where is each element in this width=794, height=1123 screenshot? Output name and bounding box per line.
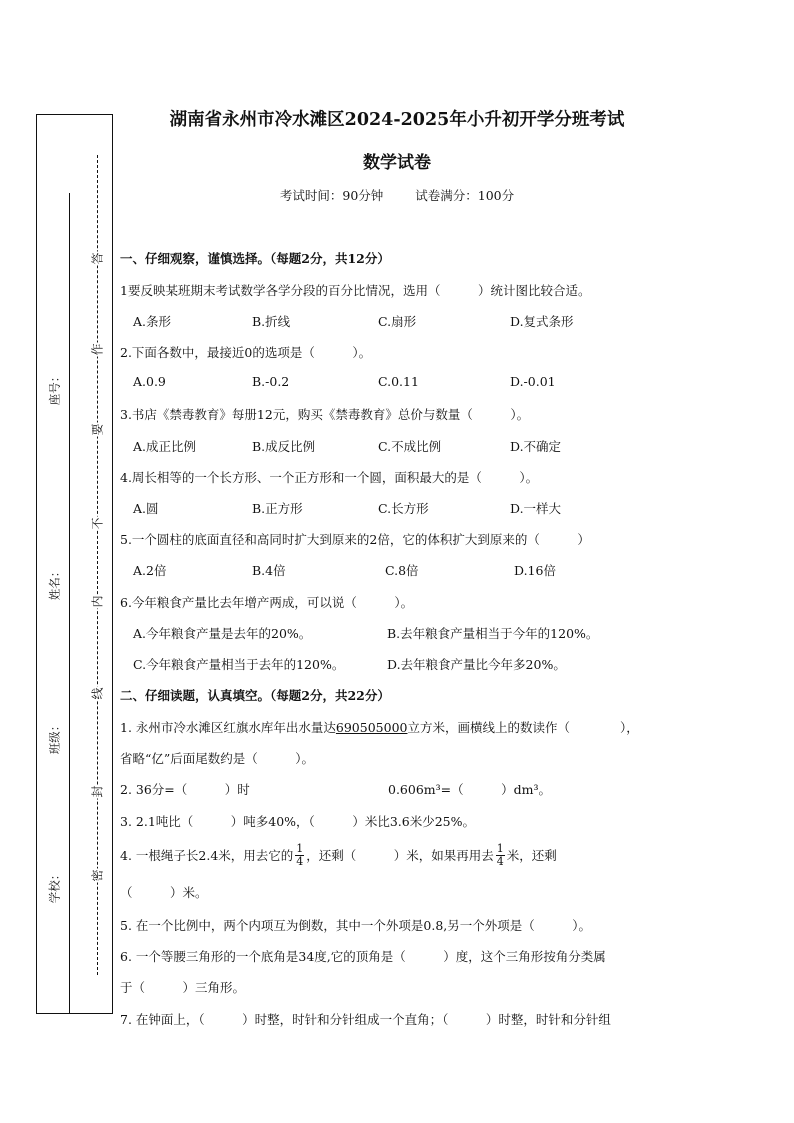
- binding-strip: [36, 114, 113, 1014]
- q4-text-b: ，还剩（ ）米，如果再用去: [306, 848, 494, 863]
- fraction-numerator: 1: [496, 841, 504, 855]
- fill-question: [120, 718, 639, 736]
- option: B.正方形: [252, 501, 303, 516]
- section-heading: 一、仔细观察，谨慎选择。（每题2分，共12分）: [120, 251, 390, 266]
- exam-info: [0, 186, 794, 204]
- seal-char: 不: [90, 517, 105, 530]
- fill-question: 7. 在钟面上，（ ）时整，时针和分针组成一个直角；（ ）时整，时针和分针组: [120, 1012, 611, 1027]
- exam-time: 考试时间：90分钟: [279, 188, 384, 203]
- full-score: 试卷满分：100分: [415, 188, 515, 203]
- fill-question: [120, 838, 557, 872]
- option: C.扇形: [378, 314, 417, 329]
- option: D.一样大: [510, 501, 562, 516]
- seal-char: 封: [90, 785, 105, 798]
- option: D.去年粮食产量比今年多20%。: [387, 657, 566, 672]
- option: B.4倍: [252, 563, 286, 578]
- option: C.0.11: [378, 374, 419, 389]
- option: A.成正比例: [133, 439, 197, 454]
- q1-text-b: 立方米，画横线上的数读作（ ），: [407, 720, 639, 735]
- option: B.-0.2: [252, 374, 290, 389]
- seal-char: 答: [90, 252, 105, 265]
- fill-question-line: （ ）米。: [120, 885, 208, 900]
- fill-question-part: 0.606m³=（ ）dm³。: [388, 782, 551, 797]
- option: C.不成比例: [378, 439, 442, 454]
- fill-question: 5. 在一个比例中，两个内项互为倒数，其中一个外项是0.8,另一个外项是（ ）。: [120, 918, 592, 933]
- school-label: 学校：: [47, 868, 62, 904]
- q1-number: 690505000: [335, 720, 408, 735]
- fill-question: 2. 36分=（ ）时: [120, 782, 250, 797]
- option: C.今年粮食产量相当于去年的120%。: [133, 657, 345, 672]
- seal-char: 内: [90, 595, 105, 608]
- question-stem: 6.今年粮食产量比去年增产两成，可以说（ ）。: [120, 595, 414, 610]
- question-stem: 4.周长相等的一个长方形、一个正方形和一个圆，面积最大的是（ ）。: [120, 470, 539, 485]
- q4-text-a: 4. 一根绳子长2.4米，用去它的: [120, 848, 294, 863]
- option: B.成反比例: [252, 439, 316, 454]
- name-label: 姓名：: [47, 565, 62, 601]
- option: A.圆: [133, 501, 159, 516]
- option: B.折线: [252, 314, 291, 329]
- option: D.不确定: [510, 439, 562, 454]
- exam-subtitle: 数学试卷: [363, 153, 431, 173]
- fill-question: 3. 2.1吨比（ ）吨多40%，（ ）米比3.6米少25%。: [120, 814, 475, 829]
- seat-label: 座号：: [47, 370, 62, 406]
- option: D.复式条形: [510, 314, 574, 329]
- question-stem: 5.一个圆柱的底面直径和高同时扩大到原来的2倍，它的体积扩大到原来的（ ）: [120, 532, 590, 547]
- question-stem: 2.下面各数中，最接近0的选项是（ ）。: [120, 345, 372, 360]
- option: C.8倍: [385, 563, 419, 578]
- seal-char: 作: [90, 343, 105, 356]
- option: A.条形: [133, 314, 172, 329]
- option: A.2倍: [133, 563, 167, 578]
- question-stem: 1要反映某班期末考试数学各学分段的百分比情况，选用（ ）统计图比较合适。: [120, 283, 591, 298]
- section-heading: 二、仔细读题，认真填空。（每题2分，共22分）: [120, 688, 390, 703]
- option: A.0.9: [133, 374, 166, 389]
- fraction: [496, 843, 505, 868]
- answer-line: [69, 193, 70, 1013]
- seal-char: 密: [90, 869, 105, 882]
- option: D.-0.01: [510, 374, 556, 389]
- option: B.去年粮食产量相当于今年的120%。: [387, 626, 599, 641]
- option: D.16倍: [514, 563, 556, 578]
- seal-char: 要: [90, 423, 105, 436]
- seal-dashed-line: [97, 155, 98, 975]
- option: A.今年粮食产量是去年的20%。: [133, 626, 312, 641]
- fill-question-line: 省略“亿”后面尾数约是（ ）。: [120, 751, 315, 766]
- fraction-denominator: 4: [296, 854, 304, 868]
- fraction-numerator: 1: [296, 841, 304, 855]
- q1-text-a: 1. 永州市冷水滩区红旗水库年出水量达: [120, 720, 336, 735]
- fill-question: 6. 一个等腰三角形的一个底角是34度,它的顶角是（ ）度，这个三角形按角分类属: [120, 949, 606, 964]
- seal-char: 线: [90, 687, 105, 700]
- question-stem: 3.书店《禁毒教育》每册12元，购买《禁毒教育》总价与数量（ ）。: [120, 407, 530, 422]
- q4-text-c: 米，还剩: [506, 848, 557, 863]
- option: C.长方形: [378, 501, 429, 516]
- fill-question-line: 于（ ）三角形。: [120, 980, 246, 995]
- fraction: [295, 843, 304, 868]
- exam-title: 湖南省永州市冷水滩区2024-2025年小升初开学分班考试: [169, 110, 625, 130]
- fraction-denominator: 4: [496, 854, 504, 868]
- class-label: 班级：: [47, 719, 62, 755]
